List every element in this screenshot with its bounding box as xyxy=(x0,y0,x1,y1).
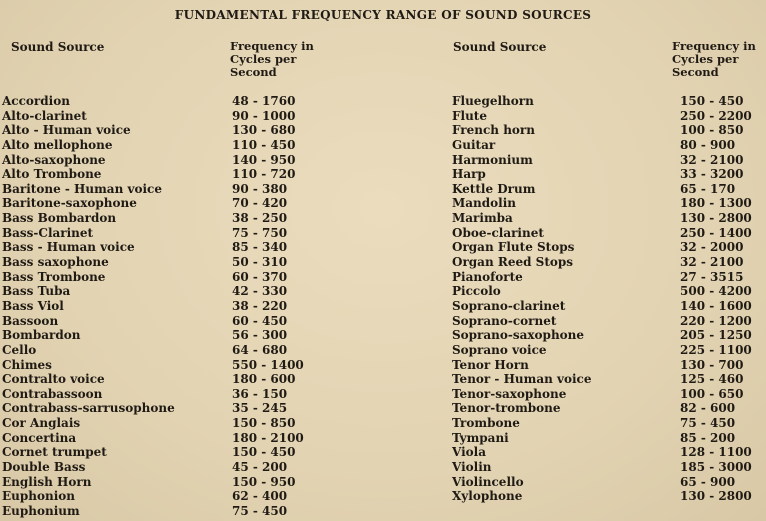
frequency-header xyxy=(230,40,330,79)
table-row xyxy=(2,138,322,153)
frequency-range: 50 - 310 xyxy=(232,255,288,270)
table-row xyxy=(452,138,764,153)
table-row xyxy=(2,109,322,124)
sound-source-name: Bassoon xyxy=(2,313,59,328)
frequency-range: 150 - 950 xyxy=(232,474,296,489)
frequency-range: 130 - 2800 xyxy=(680,211,752,226)
sound-source-name: Baritone - Human voice xyxy=(2,181,162,196)
sound-source-name: Cor Anglais xyxy=(2,416,81,431)
frequency-range: 100 - 850 xyxy=(680,123,744,138)
frequency-range: 32 - 2100 xyxy=(680,255,744,270)
frequency-range: 75 - 450 xyxy=(680,416,736,431)
frequency-range: 130 - 680 xyxy=(232,123,296,138)
frequency-range: 60 - 450 xyxy=(232,313,288,328)
sound-source-name: Bass-Clarinet xyxy=(2,225,94,240)
frequency-range: 128 - 1100 xyxy=(680,445,752,460)
frequency-range: 185 - 3000 xyxy=(680,460,752,475)
table-row xyxy=(2,167,322,182)
left-rows xyxy=(2,94,322,519)
frequency-range: 180 - 600 xyxy=(232,372,296,387)
sound-source-name: Bombardon xyxy=(2,328,81,343)
sound-source-name: Chimes xyxy=(2,357,52,372)
table-row xyxy=(452,226,764,241)
sound-source-name: Flute xyxy=(452,108,487,123)
table-row xyxy=(452,460,764,475)
frequency-range: 250 - 1400 xyxy=(680,225,752,240)
table-row xyxy=(452,431,764,446)
frequency-range: 500 - 4200 xyxy=(680,284,752,299)
sound-source-name: Piccolo xyxy=(452,284,501,299)
frequency-range: 32 - 2000 xyxy=(680,240,744,255)
frequency-range: 70 - 420 xyxy=(232,196,288,211)
table-row xyxy=(2,123,322,138)
frequency-range: 90 - 1000 xyxy=(232,108,296,123)
frequency-range: 60 - 370 xyxy=(232,269,288,284)
sound-source-name: Accordion xyxy=(2,94,70,108)
sound-source-name: Bass Tuba xyxy=(2,284,71,299)
left-column-header xyxy=(2,38,322,94)
table-row xyxy=(2,431,322,446)
table-row xyxy=(2,153,322,168)
sound-source-name: Tenor-saxophone xyxy=(452,386,567,401)
frequency-range: 220 - 1200 xyxy=(680,313,752,328)
sound-source-name: Soprano voice xyxy=(452,342,547,357)
frequency-range: 130 - 2800 xyxy=(680,489,752,504)
sound-source-header: Sound Source xyxy=(453,40,547,54)
frequency-header-line: Cycles per xyxy=(672,52,739,66)
frequency-range: 130 - 700 xyxy=(680,357,744,372)
sound-source-name: Fluegelhorn xyxy=(452,94,534,108)
right-rows xyxy=(452,94,764,504)
frequency-range: 38 - 220 xyxy=(232,298,288,313)
frequency-range: 140 - 1600 xyxy=(680,298,752,313)
table-row xyxy=(452,299,764,314)
frequency-range: 65 - 170 xyxy=(680,181,736,196)
frequency-range: 150 - 450 xyxy=(232,445,296,460)
table-row xyxy=(2,387,322,402)
frequency-range: 82 - 600 xyxy=(680,401,736,416)
sound-source-name: Violincello xyxy=(452,474,524,489)
sound-source-name: Harmonium xyxy=(452,152,533,167)
table-row xyxy=(2,504,322,519)
sound-source-name: Alto-saxophone xyxy=(2,152,106,167)
table-row xyxy=(2,94,322,109)
table-row xyxy=(2,460,322,475)
table-row xyxy=(2,314,322,329)
frequency-range: 100 - 650 xyxy=(680,386,744,401)
table-row xyxy=(452,416,764,431)
table-row xyxy=(452,123,764,138)
sound-source-name: Bass Trombone xyxy=(2,269,106,284)
table-row xyxy=(452,94,764,109)
frequency-range: 180 - 1300 xyxy=(680,196,752,211)
frequency-range: 38 - 250 xyxy=(232,211,288,226)
right-column xyxy=(452,38,764,504)
table-row xyxy=(2,182,322,197)
table-row xyxy=(452,343,764,358)
table-row xyxy=(2,358,322,373)
frequency-range: 64 - 680 xyxy=(232,342,288,357)
frequency-range: 250 - 2200 xyxy=(680,108,752,123)
table-row xyxy=(2,489,322,504)
frequency-range: 125 - 460 xyxy=(680,372,744,387)
table-row xyxy=(452,255,764,270)
table-row xyxy=(452,182,764,197)
frequency-range: 33 - 3200 xyxy=(680,167,744,182)
sound-source-name: Alto mellophone xyxy=(2,137,113,152)
sound-source-name: Tenor-trombone xyxy=(452,401,561,416)
frequency-header-line: Second xyxy=(230,65,277,79)
sound-source-name: Oboe-clarinet xyxy=(452,225,544,240)
frequency-header xyxy=(672,40,766,79)
table-row xyxy=(452,475,764,490)
frequency-range: 42 - 330 xyxy=(232,284,288,299)
table-row xyxy=(2,445,322,460)
sound-source-name: Kettle Drum xyxy=(452,181,536,196)
sound-source-name: Mandolin xyxy=(452,196,517,211)
frequency-range: 85 - 340 xyxy=(232,240,288,255)
frequency-range: 75 - 750 xyxy=(232,225,288,240)
frequency-header-line: Cycles per xyxy=(230,52,297,66)
table-row xyxy=(452,489,764,504)
frequency-range: 140 - 950 xyxy=(232,152,296,167)
table-row xyxy=(2,196,322,211)
sound-source-name: Xylophone xyxy=(452,489,523,504)
frequency-range: 36 - 150 xyxy=(232,386,288,401)
table-row xyxy=(2,284,322,299)
frequency-header-line: Frequency in xyxy=(672,39,756,53)
sound-source-name: Baritone-saxophone xyxy=(2,196,137,211)
table-row xyxy=(452,270,764,285)
sound-source-name: Alto Trombone xyxy=(2,167,102,182)
sound-source-name: Violin xyxy=(452,460,492,475)
table-row xyxy=(452,211,764,226)
sound-source-name: Bass Viol xyxy=(2,298,64,313)
frequency-range: 48 - 1760 xyxy=(232,94,296,108)
frequency-range: 45 - 200 xyxy=(232,460,288,475)
frequency-range: 550 - 1400 xyxy=(232,357,304,372)
sound-source-name: Tenor - Human voice xyxy=(452,372,592,387)
sound-source-name: Euphonion xyxy=(2,489,76,504)
sound-source-name: Bass saxophone xyxy=(2,255,109,270)
table-row xyxy=(2,401,322,416)
table-row xyxy=(2,416,322,431)
sound-source-name: Tenor Horn xyxy=(452,357,529,372)
frequency-range: 35 - 245 xyxy=(232,401,288,416)
table-row xyxy=(452,387,764,402)
table-row xyxy=(452,240,764,255)
sound-source-name: Double Bass xyxy=(2,460,86,475)
sound-source-name: Organ Flute Stops xyxy=(452,240,575,255)
table-row xyxy=(452,167,764,182)
table-row xyxy=(452,284,764,299)
frequency-range: 62 - 400 xyxy=(232,489,288,504)
table-row xyxy=(452,109,764,124)
sound-source-name: Contrabass-sarrusophone xyxy=(2,401,175,416)
table-row xyxy=(452,196,764,211)
sound-source-name: Euphonium xyxy=(2,503,80,518)
table-row xyxy=(2,475,322,490)
sound-source-name: Trombone xyxy=(452,416,520,431)
frequency-range: 75 - 450 xyxy=(232,503,288,518)
sound-source-name: Soprano-saxophone xyxy=(452,328,585,343)
table-row xyxy=(452,314,764,329)
frequency-header-line: Frequency in xyxy=(230,39,314,53)
frequency-range: 110 - 720 xyxy=(232,167,296,182)
table-row xyxy=(452,401,764,416)
table-row xyxy=(2,372,322,387)
table-row xyxy=(2,226,322,241)
page-title: FUNDAMENTAL FREQUENCY RANGE OF SOUND SOURCES xyxy=(174,8,592,22)
sound-source-name: Cello xyxy=(2,342,37,357)
table-row xyxy=(2,211,322,226)
table-row xyxy=(452,153,764,168)
frequency-range: 110 - 450 xyxy=(232,137,296,152)
table-row xyxy=(2,270,322,285)
left-column xyxy=(2,38,322,519)
sound-source-name: Alto - Human voice xyxy=(2,123,131,138)
sound-source-name: French horn xyxy=(452,123,535,138)
table-row xyxy=(2,343,322,358)
table-row xyxy=(452,328,764,343)
frequency-range: 150 - 450 xyxy=(680,94,744,108)
sound-source-name: Bass - Human voice xyxy=(2,240,135,255)
table-row xyxy=(2,299,322,314)
frequency-range: 27 - 3515 xyxy=(680,269,744,284)
frequency-range: 225 - 1100 xyxy=(680,342,752,357)
sound-source-name: Pianoforte xyxy=(452,269,523,284)
frequency-range: 32 - 2100 xyxy=(680,152,744,167)
sound-source-name: Guitar xyxy=(452,137,496,152)
frequency-range: 90 - 380 xyxy=(232,181,288,196)
frequency-range: 180 - 2100 xyxy=(232,430,304,445)
sound-source-name: Tympani xyxy=(452,430,509,445)
table-row xyxy=(2,255,322,270)
frequency-range: 56 - 300 xyxy=(232,328,288,343)
sound-source-name: Concertina xyxy=(2,430,77,445)
table-row xyxy=(452,445,764,460)
frequency-range: 80 - 900 xyxy=(680,137,736,152)
sound-source-name: Organ Reed Stops xyxy=(452,255,574,270)
frequency-range: 85 - 200 xyxy=(680,430,736,445)
sound-source-header: Sound Source xyxy=(11,40,105,54)
frequency-range: 205 - 1250 xyxy=(680,328,752,343)
table-row xyxy=(2,328,322,343)
sound-source-name: Contralto voice xyxy=(2,372,105,387)
frequency-range: 150 - 850 xyxy=(232,416,296,431)
sound-source-name: Bass Bombardon xyxy=(2,211,117,226)
sound-source-name: Soprano-cornet xyxy=(452,313,557,328)
sound-source-name: Soprano-clarinet xyxy=(452,298,566,313)
sound-source-name: Cornet trumpet xyxy=(2,445,107,460)
sound-source-name: English Horn xyxy=(2,474,92,489)
table-row xyxy=(2,240,322,255)
sound-source-name: Contrabassoon xyxy=(2,386,103,401)
frequency-header-line: Second xyxy=(672,65,719,79)
frequency-range: 65 - 900 xyxy=(680,474,736,489)
table-row xyxy=(452,358,764,373)
sound-source-name: Alto-clarinet xyxy=(2,108,87,123)
table-row xyxy=(452,372,764,387)
sound-source-name: Harp xyxy=(452,167,486,182)
right-column-header xyxy=(452,38,764,94)
sound-source-name: Marimba xyxy=(452,211,513,226)
sound-source-name: Viola xyxy=(452,445,486,460)
